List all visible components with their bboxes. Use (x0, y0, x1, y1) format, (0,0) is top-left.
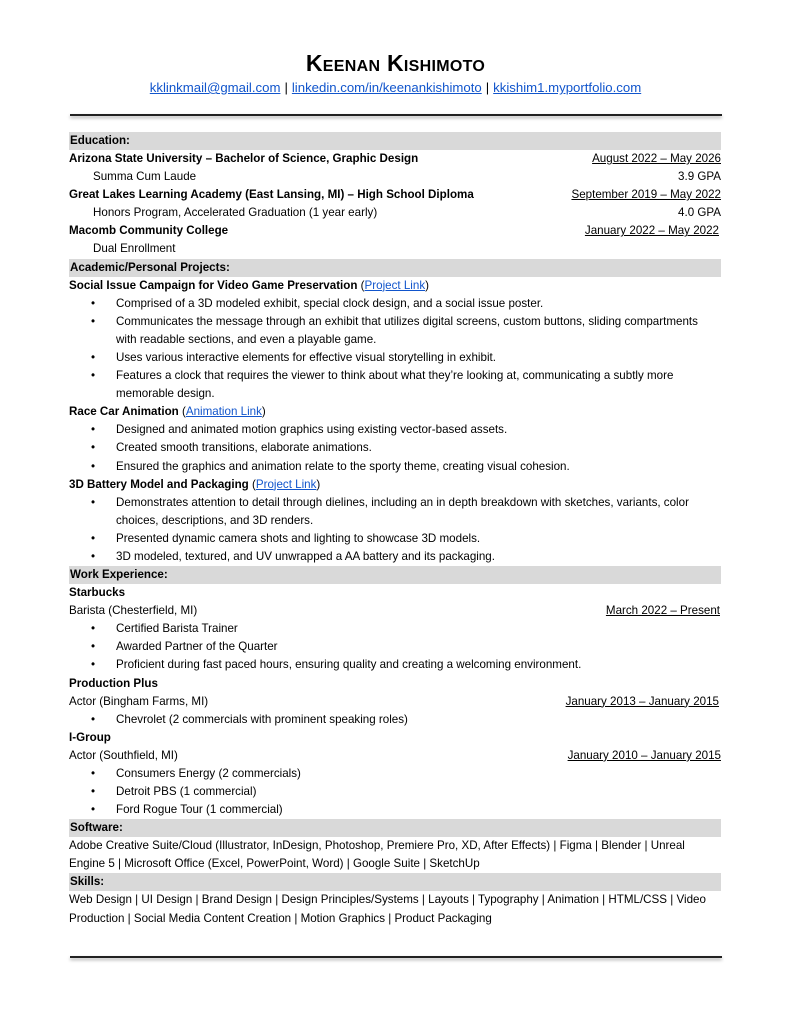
job-role: Barista (Chesterfield, MI) (69, 604, 198, 618)
project-link[interactable]: Project Link (364, 278, 426, 292)
list-item: • Certified Barista Trainer (69, 620, 721, 638)
project-title-row (69, 277, 721, 295)
education-dates: January 2022 – May 2022 (584, 224, 719, 238)
list-item: • Created smooth transitions, elaborate animations. (69, 439, 721, 457)
role-row (69, 747, 721, 765)
education-dates: September 2019 – May 2022 (571, 188, 721, 202)
project-link[interactable]: Animation Link (185, 405, 262, 419)
company-row (69, 584, 721, 602)
education-dates: August 2022 – May 2026 (592, 152, 721, 165)
project-title: 3D Battery Model and Packaging (69, 477, 249, 491)
education-detail: Honors Program, Accelerated Graduation (1 year early) (93, 206, 378, 220)
project-title-line: 3D Battery Model and Packaging (Project Link) (69, 477, 321, 491)
linkedin-link[interactable]: linkedin.com/in/keenankishimoto (291, 80, 482, 95)
company-name: Production Plus (69, 676, 158, 690)
candidate-name (0, 50, 791, 77)
project-title-row (69, 476, 721, 494)
education-title: Macomb Community College (69, 224, 229, 238)
education-detail: Dual Enrollment (93, 242, 176, 256)
list-item: • Demonstrates attention to detail through dielines, including an in depth breakdown with sketches, variants, color choices, descriptions, and 3D renders. (69, 494, 721, 530)
list-item: • Uses various interactive elements for effective visual storytelling in exhibit. (69, 349, 721, 367)
list-item: • Features a clock that requires the viewer to think about what they’re looking at, communicating a subtly more memorable design. (69, 367, 721, 403)
contact-line (0, 80, 791, 95)
job-dates: January 2013 – January 2015 (565, 694, 719, 708)
project-bullets (69, 494, 721, 566)
list-item: • Communicates the message through an exhibit that utilizes digital screens, custom buttons, sliding compartments with readable sections, and even a playable game. (69, 313, 721, 349)
role-row (69, 602, 721, 620)
project-title-line: Race Car Animation (Animation Link) (69, 405, 266, 419)
project-bullets (69, 295, 721, 404)
list-item: • Comprised of a 3D modeled exhibit, special clock design, and a social issue poster. (69, 295, 721, 313)
education-detail-row (69, 168, 721, 186)
company-name: I-Group (69, 730, 111, 744)
email-link[interactable]: kklinkmail@gmail.com (149, 80, 281, 95)
education-detail-row (69, 204, 721, 222)
list-item: • Designed and animated motion graphics using existing vector-based assets. (69, 421, 721, 439)
company-row (69, 675, 721, 693)
education-detail-row (69, 240, 721, 258)
role-row (69, 693, 721, 711)
list-item: • Detroit PBS (1 commercial) (69, 783, 721, 801)
project-bullets (69, 421, 721, 475)
software-list: Adobe Creative Suite/Cloud (Illustrator, InDesign, Photoshop, Premiere Pro, XD, After Effects) | Figma | Blender | Unreal Engine 5 | Microsoft Office (Excel, PowerPoint, Word) | Google Suite | SketchUp (69, 839, 685, 871)
project-title: Race Car Animation (69, 405, 179, 419)
list-item: • Proficient during fast paced hours, ensuring quality and creating a welcoming environment. (69, 656, 721, 674)
project-title-row (69, 403, 721, 421)
project-title-line: Social Issue Campaign for Video Game Preservation (Project Link) (69, 278, 429, 292)
contact-separator: | (485, 80, 490, 95)
education-title: Arizona State University – Bachelor of Science, Graphic Design (69, 152, 419, 165)
job-dates: January 2010 – January 2015 (567, 748, 721, 762)
company-row (69, 729, 721, 747)
list-item: • Chevrolet (2 commercials with prominent speaking roles) (69, 711, 721, 729)
list-item: • Awarded Partner of the Quarter (69, 638, 721, 656)
education-gpa: 3.9 GPA (678, 170, 721, 184)
education-title: Great Lakes Learning Academy (East Lansing, MI) – High School Diploma (69, 188, 474, 202)
list-item: • Presented dynamic camera shots and lighting to showcase 3D models. (69, 530, 721, 548)
skills-heading: Skills: (69, 873, 721, 891)
job-bullets (69, 620, 721, 674)
company-name: Starbucks (69, 586, 126, 600)
education-entry (69, 186, 721, 204)
projects-heading: Academic/Personal Projects: (69, 259, 721, 277)
job-role: Actor (Southfield, MI) (69, 748, 178, 762)
job-dates: March 2022 – Present (605, 604, 720, 618)
bottom-divider (70, 956, 722, 958)
education-entry (69, 150, 721, 168)
list-item: • Ford Rogue Tour (1 commercial) (69, 801, 721, 819)
education-gpa: 4.0 GPA (678, 206, 721, 220)
contact-separator: | (284, 80, 288, 95)
software-heading: Software: (69, 819, 721, 837)
list-item: • Ensured the graphics and animation relate to the sporty theme, creating visual cohesion. (69, 458, 721, 476)
portfolio-link[interactable]: kkishim1.myportfolio.com (493, 80, 642, 95)
education-entry (69, 222, 721, 240)
resume-body (69, 132, 721, 928)
list-item: • 3D modeled, textured, and UV unwrapped a AA battery and its packaging. (69, 548, 721, 566)
job-role: Actor (Bingham Farms, MI) (69, 694, 209, 708)
list-item: • Consumers Energy (2 commercials) (69, 765, 721, 783)
name-text: Keenan Kishimoto (305, 50, 486, 76)
skills-list: Web Design | UI Design | Brand Design | Design Principles/Systems | Layouts | Typography | Animation | HTML/CSS | Video Production | Social Media Content Creation | Motion Graphics | Product Packaging (69, 893, 706, 925)
education-detail: Summa Cum Laude (93, 170, 197, 184)
project-title: Social Issue Campaign for Video Game Preservation (69, 278, 358, 292)
work-heading: Work Experience: (69, 566, 721, 584)
job-bullets (69, 765, 721, 819)
job-bullets (69, 711, 721, 729)
top-divider (70, 114, 722, 116)
project-link[interactable]: Project Link (255, 477, 317, 491)
education-heading: Education: (69, 132, 721, 150)
